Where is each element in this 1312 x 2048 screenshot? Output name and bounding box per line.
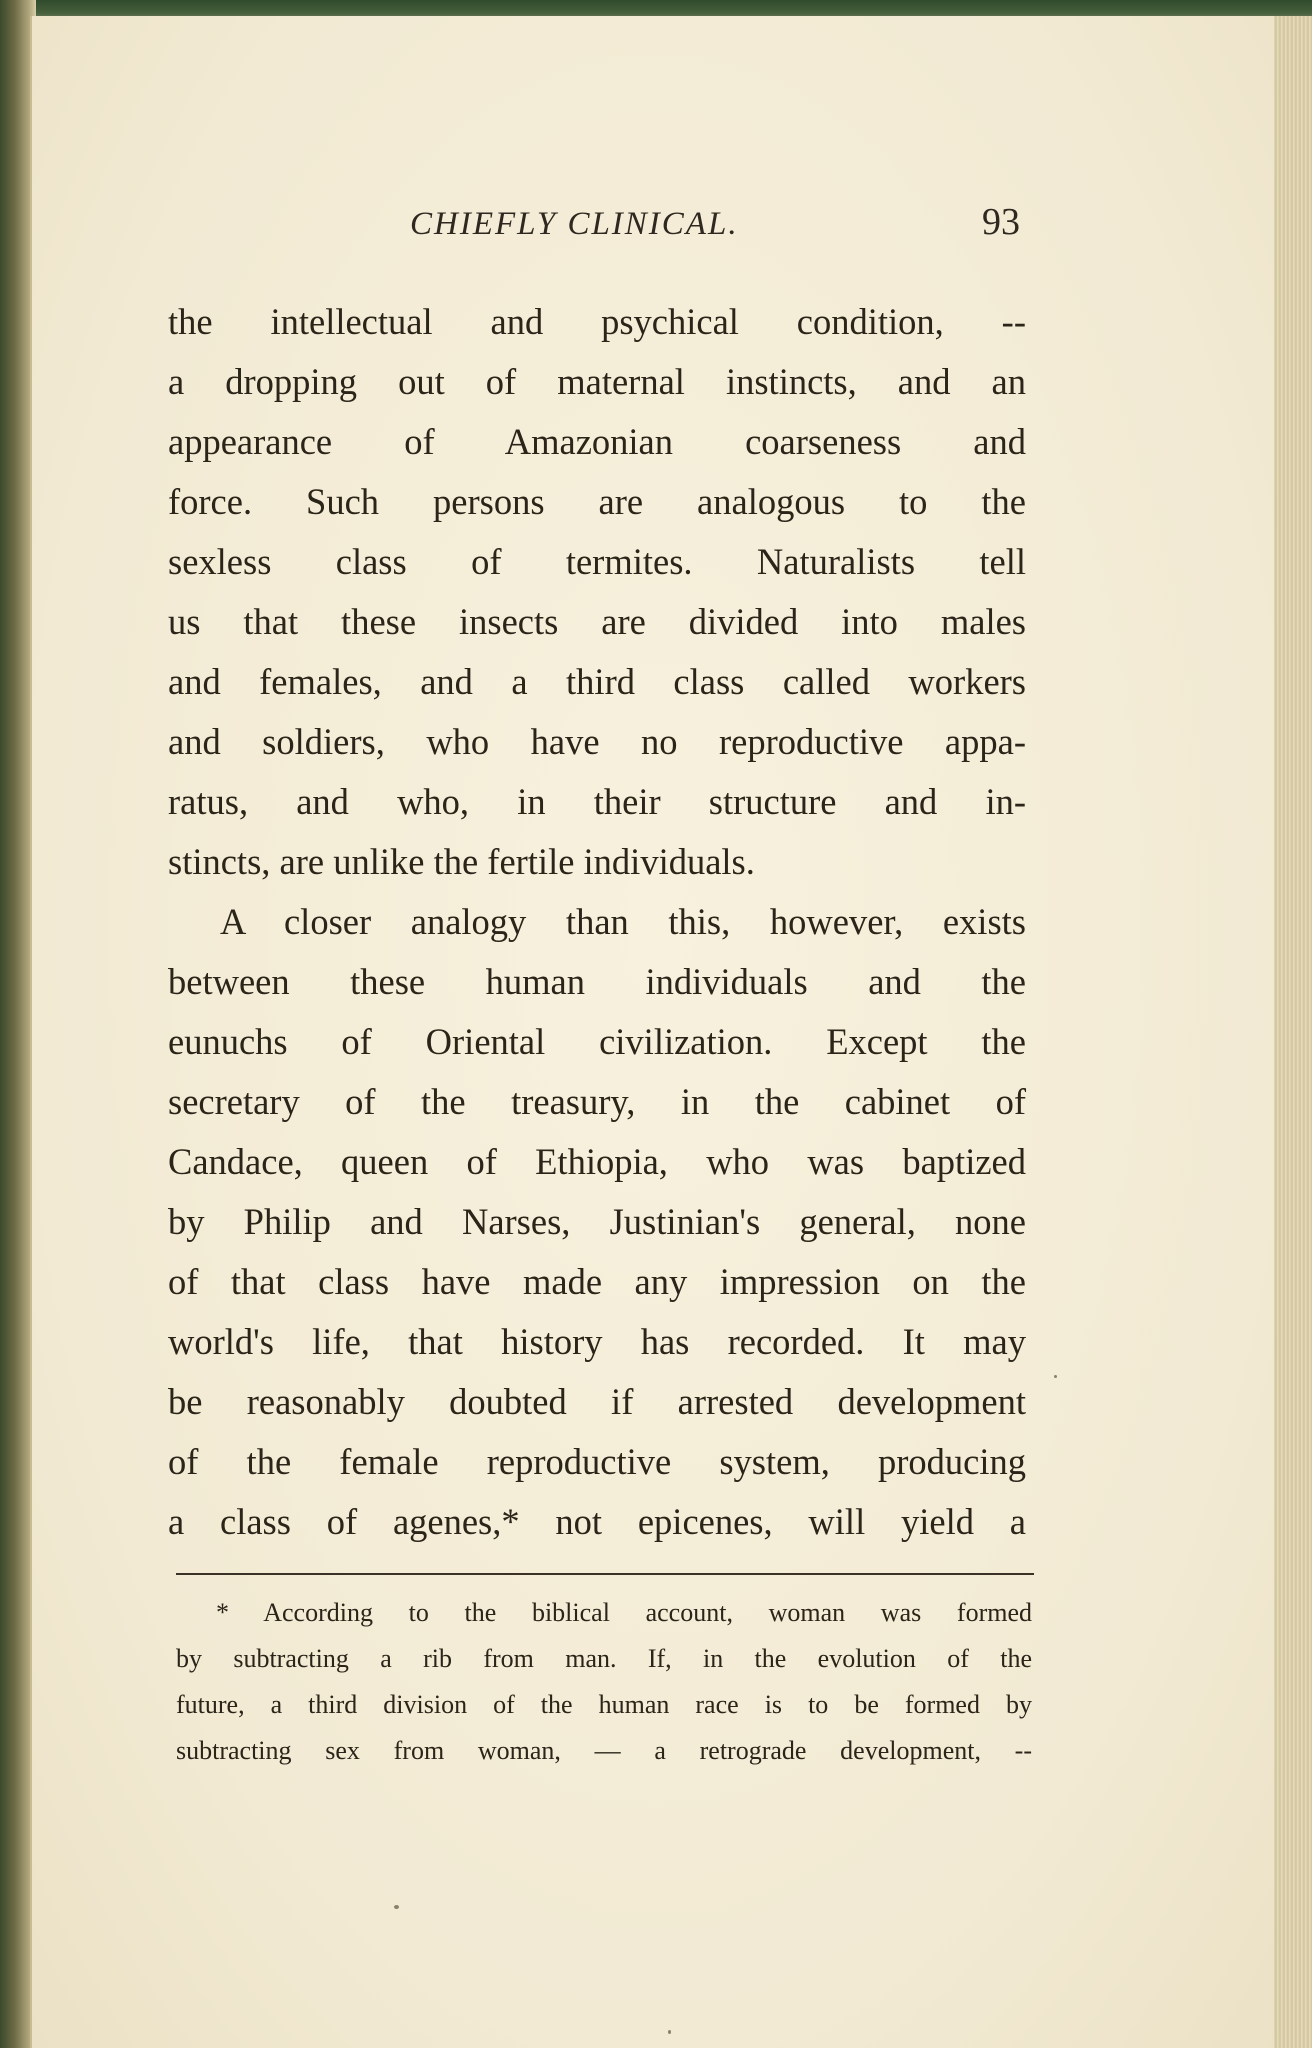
- text-line: a dropping out of maternal instincts, and an: [168, 361, 1026, 402]
- text-line: stincts, are unlike the fertile individuals.: [168, 841, 755, 882]
- text-line: Candace, queen of Ethiopia, who was baptized: [168, 1141, 1026, 1182]
- running-title: CHIEFLY CLINICAL.: [410, 206, 739, 242]
- footnote-line: by subtracting a rib from man. If, in the evolution of the: [176, 1644, 1032, 1673]
- text-line: by Philip and Narses, Justinian's general, none: [168, 1201, 1026, 1242]
- text-line: be reasonably doubted if arrested development: [168, 1381, 1026, 1422]
- paper-speck: [668, 2030, 671, 2034]
- text-line: and soldiers, who have no reproductive appa-: [168, 721, 1026, 762]
- text-line: ratus, and who, in their structure and in-: [168, 781, 1026, 822]
- page-number: 93: [982, 201, 1020, 243]
- text-line: the intellectual and psychical condition, --: [168, 301, 1026, 342]
- page-edges: [1274, 16, 1312, 2048]
- text-line: of that class have made any impression on the: [168, 1261, 1026, 1302]
- text-line: eunuchs of Oriental civilization. Except the: [168, 1021, 1026, 1062]
- paper-speck: [394, 1905, 399, 1909]
- text-line: A closer analogy than this, however, exists: [220, 901, 1026, 942]
- text-line: force. Such persons are analogous to the: [168, 481, 1026, 522]
- text-line: sexless class of termites. Naturalists tell: [168, 541, 1026, 582]
- footnote-rule: [176, 1573, 1034, 1575]
- body-text: [168, 292, 1026, 1552]
- text-line: secretary of the treasury, in the cabinet of: [168, 1081, 1026, 1122]
- footnote: [176, 1590, 1032, 1774]
- footnote-line: subtracting sex from woman, — a retrograde development, --: [176, 1736, 1032, 1765]
- text-line: a class of agenes,* not epicenes, will yield a: [168, 1501, 1026, 1542]
- footnote-line: * According to the biblical account, woman was formed: [216, 1598, 1032, 1627]
- text-line: between these human individuals and the: [168, 961, 1026, 1002]
- text-line: and females, and a third class called workers: [168, 661, 1026, 702]
- text-line: world's life, that history has recorded. It may: [168, 1321, 1026, 1362]
- paper-speck: [1054, 1375, 1057, 1378]
- running-head: [168, 196, 1020, 256]
- text-line: of the female reproductive system, producing: [168, 1441, 1026, 1482]
- text-line: appearance of Amazonian coarseness and: [168, 421, 1026, 462]
- text-line: us that these insects are divided into males: [168, 601, 1026, 642]
- footnote-line: future, a third division of the human race is to be formed by: [176, 1690, 1032, 1719]
